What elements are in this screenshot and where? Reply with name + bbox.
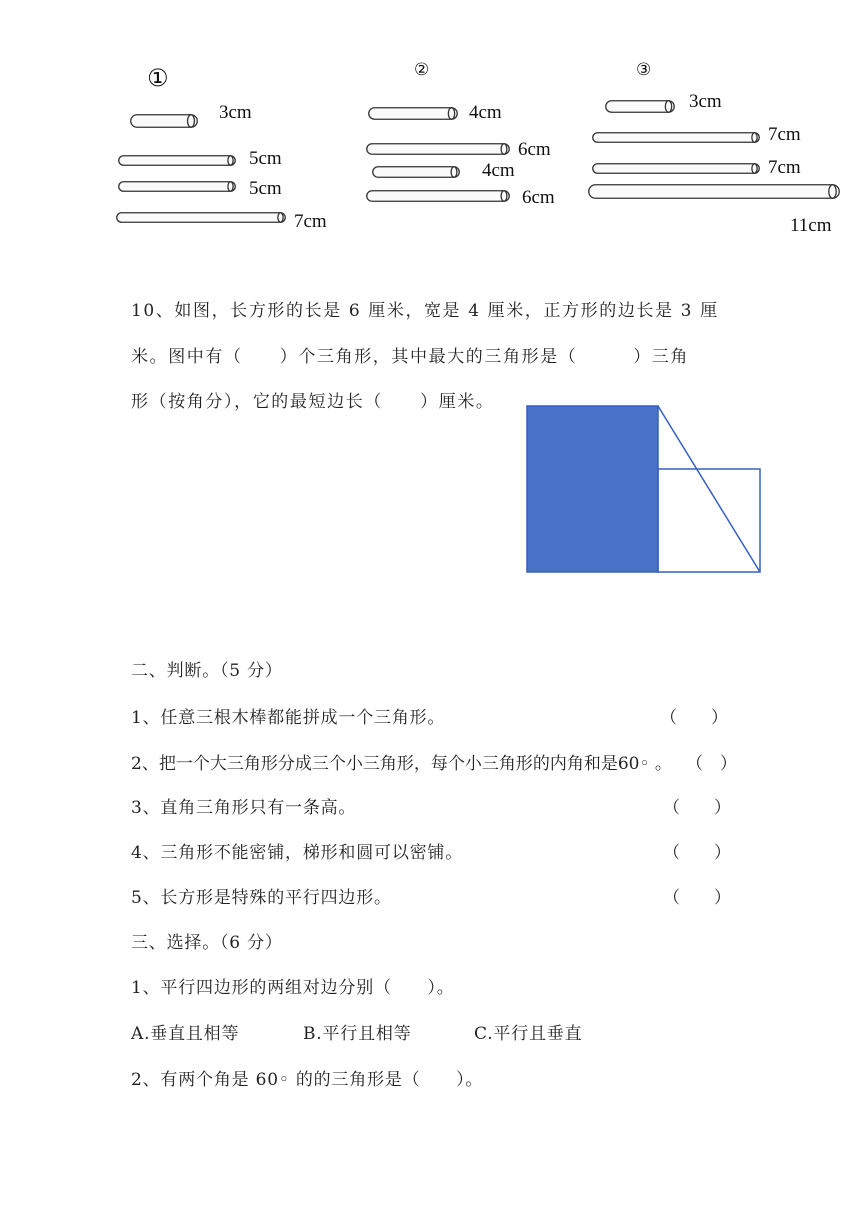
stick — [372, 166, 460, 178]
stick-label: 4cm — [482, 160, 515, 181]
group-number-3: ③ — [636, 60, 652, 80]
choice-question-1: 1、平行四边形的两组对边分别（ ）。 — [131, 978, 455, 998]
choice-option-b[interactable]: B.平行且相等 — [303, 1024, 412, 1044]
stick — [130, 114, 198, 128]
stick-label: 3cm — [689, 91, 722, 112]
stick — [588, 184, 840, 199]
stick-label: 4cm — [469, 102, 502, 123]
q10-line-3: 形（按角分），它的最短边长（ ）厘米。 — [131, 392, 495, 412]
section3-title: 三、选择。（6 分） — [131, 933, 283, 953]
stick-label: 5cm — [249, 148, 282, 169]
stick-label: 11cm — [790, 215, 832, 236]
diagonal-line — [658, 406, 760, 572]
group-number-2: ② — [414, 60, 430, 80]
stick-label: 3cm — [219, 102, 252, 123]
stick — [366, 190, 510, 202]
section2-title: 二、判断。（5 分） — [131, 661, 283, 681]
answer-paren-2[interactable]: （ ） — [686, 754, 737, 774]
group-number-1: ① — [147, 64, 169, 92]
rectangle-square-figure — [520, 400, 770, 580]
answer-paren-5[interactable]: （ ） — [663, 888, 731, 908]
q10-line-2: 米。图中有（ ）个三角形，其中最大的三角形是（ ）三角 — [131, 347, 689, 367]
white-square — [658, 469, 760, 572]
stick-label: 6cm — [522, 187, 555, 208]
stick — [118, 155, 236, 166]
choice-option-a[interactable]: A.垂直且相等 — [131, 1024, 240, 1044]
judge-item-3: 3、直角三角形只有一条高。 — [131, 798, 357, 818]
stick-label: 7cm — [294, 211, 327, 232]
stick — [592, 163, 760, 174]
stick — [368, 107, 458, 120]
stick — [605, 100, 675, 113]
stick — [366, 143, 510, 155]
answer-paren-4[interactable]: （ ） — [663, 843, 731, 863]
judge-item-1: 1、任意三根木棒都能拼成一个三角形。 — [131, 708, 446, 728]
answer-paren-1[interactable]: （ ） — [660, 708, 728, 728]
stick-label: 7cm — [768, 157, 801, 178]
answer-paren-3[interactable]: （ ） — [663, 798, 731, 818]
stick — [592, 132, 760, 143]
stick-label: 5cm — [249, 178, 282, 199]
judge-item-2: 2、把一个大三角形分成三个小三角形，每个小三角形的内角和是60◦ 。 — [131, 754, 672, 774]
judge-item-5: 5、长方形是特殊的平行四边形。 — [131, 888, 392, 908]
choice-question-2: 2、有两个角是 60◦ 的的三角形是（ ）。 — [131, 1070, 484, 1090]
q10-line-1: 10、如图，长方形的长是 6 厘米，宽是 4 厘米，正方形的边长是 3 厘 — [131, 301, 719, 321]
stick-label: 7cm — [768, 124, 801, 145]
choice-option-c[interactable]: C.平行且垂直 — [474, 1024, 583, 1044]
stick — [118, 181, 236, 192]
blue-rectangle — [527, 406, 658, 572]
stick-label: 6cm — [518, 139, 551, 160]
stick — [116, 212, 286, 223]
judge-item-4: 4、三角形不能密铺，梯形和圆可以密铺。 — [131, 843, 464, 863]
